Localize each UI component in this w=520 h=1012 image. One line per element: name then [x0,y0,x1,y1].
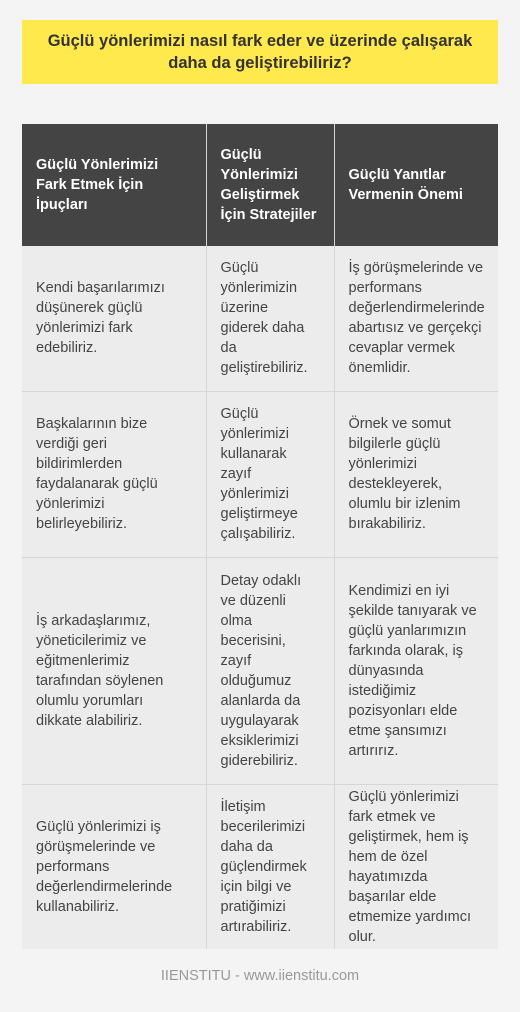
table-cell: Başkalarının bize verdiği geri bildirimlerden faydalanarak güçlü yönlerimizi belirleyebiliriz. [22,391,206,557]
footer-credit: IIENSTITU - www.iienstitu.com [160,968,360,984]
column-header-importance: Güçlü Yanıtlar Vermenin Önemi [334,124,498,246]
table-cell: İş arkadaşlarımız, yöneticilerimiz ve eğitmenlerimiz tarafından söylenen olumlu yorumları dikkate alabiliriz. [22,557,206,784]
table-cell: Güçlü yönlerimizi kullanarak zayıf yönlerimizi geliştirmeye çalışabiliriz. [206,391,334,557]
table-header-row [22,124,498,246]
table-cell: Güçlü yönlerimizin üzerine giderek daha da geliştirebiliriz. [206,246,334,391]
table-cell: Güçlü yönlerimizi iş görüşmelerinde ve performans değerlendirmelerinde kullanabiliriz. [22,784,206,949]
table-cell: Örnek ve somut bilgilerle güçlü yönlerimizi destekleyerek, olumlu bir izlenim bırakabiliriz. [334,391,498,557]
column-header-strategies: Güçlü Yönlerimizi Geliştirmek İçin Stratejiler [206,124,334,246]
table-cell: Detay odaklı ve düzenli olma becerisini, zayıf olduğumuz alanlarda da uygulayarak eksiklerimizi giderebiliriz. [206,557,334,784]
page-title: Güçlü yönlerimizi nasıl fark eder ve üzerinde çalışarak daha da geliştirebiliriz? [47,32,473,72]
table-row [22,784,498,949]
table-row [22,557,498,784]
table-cell: İş görüşmelerinde ve performans değerlendirmelerinde abartısız ve gerçekçi cevaplar vermek önemlidir. [334,246,498,391]
comparison-table [22,124,498,949]
table-cell: Kendimizi en iyi şekilde tanıyarak ve güçlü yanlarımızın farkında olarak, iş dünyasında istediğimiz pozisyonları elde etme şansımızı artırırız. [334,557,498,784]
table-cell: İletişim becerilerimizi daha da güçlendirmek için bilgi ve pratiğimizi artırabiliriz. [206,784,334,949]
title-banner [22,20,498,84]
table-cell: Güçlü yönlerimizi fark etmek ve geliştirmek, hem iş hem de özel hayatımızda başarılar elde etmemize yardımcı olur. [334,784,498,949]
table-row [22,246,498,391]
table-cell: Kendi başarılarımızı düşünerek güçlü yönlerimizi fark edebiliriz. [22,246,206,391]
table-row [22,391,498,557]
column-header-tips: Güçlü Yönlerimizi Fark Etmek İçin İpuçları [22,124,206,246]
